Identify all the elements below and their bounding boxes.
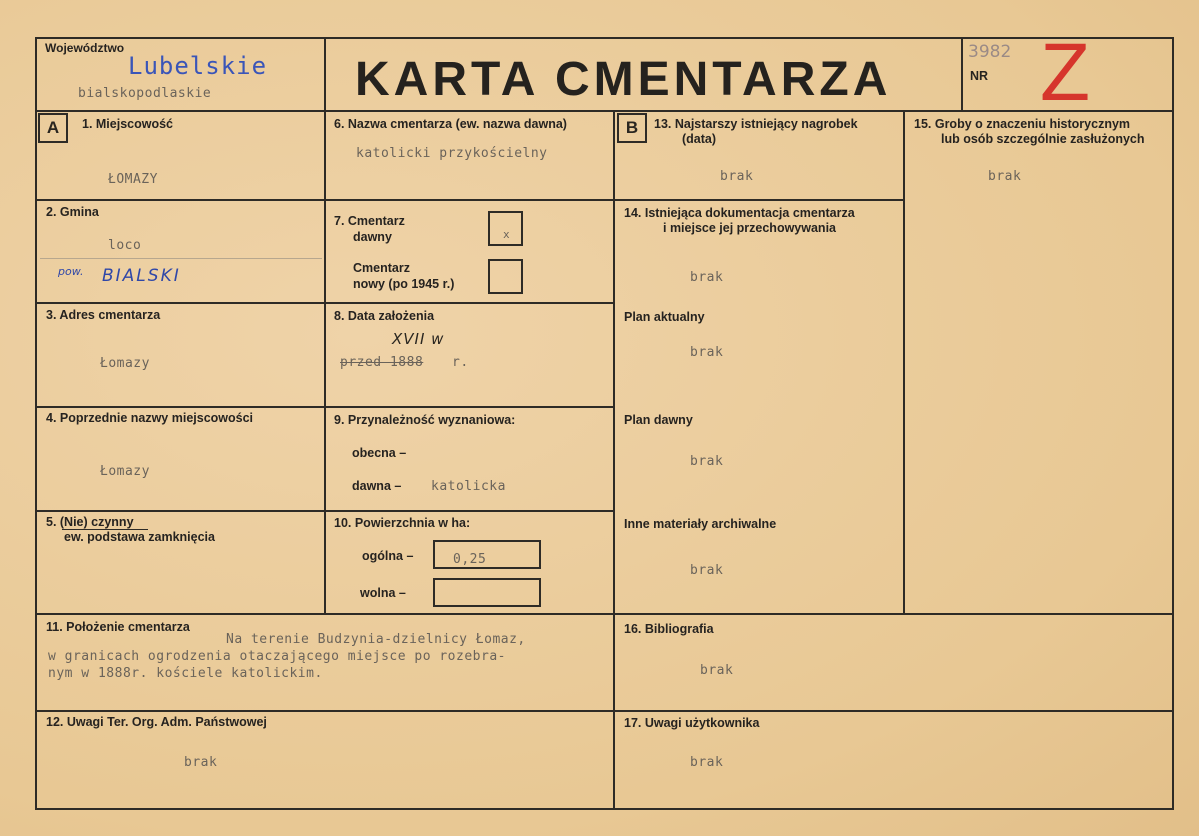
field-7-old-sub: dawny xyxy=(353,230,392,244)
field-17-label: 17. Uwagi użytkownika xyxy=(624,716,760,730)
field-10-label: 10. Powierzchnia w ha: xyxy=(334,516,471,530)
field-8-struck-value: przed 1888 xyxy=(340,355,424,370)
field-11-label: 11. Położenie cmentarza xyxy=(46,620,190,634)
field-15-sub-label: lub osób szczególnie zasłużonych xyxy=(941,132,1145,146)
field-10-free-box[interactable] xyxy=(433,578,541,607)
field-8-label: 8. Data założenia xyxy=(334,309,435,323)
field-12-label: 12. Uwagi Ter. Org. Adm. Państwowej xyxy=(46,715,267,729)
voivodeship-sub: bialskopodlaskie xyxy=(78,86,212,101)
field-3-label: 3. Adres cmentarza xyxy=(46,308,161,322)
header-divider-right xyxy=(961,37,963,110)
red-mark: Z xyxy=(1040,27,1091,118)
page-title: KARTA CMENTARZA xyxy=(355,53,892,106)
row-line-5 xyxy=(35,613,1173,615)
nr-handwritten: 3982 xyxy=(968,42,1012,62)
field-13-label: 13. Najstarszy istniejący nagrobek xyxy=(654,117,858,131)
field-13-value: brak xyxy=(720,169,754,184)
frame-left xyxy=(35,37,37,810)
row-line-3 xyxy=(35,406,615,408)
field-2-value: loco xyxy=(108,238,142,253)
frame-bottom xyxy=(35,808,1173,810)
field-2-hand-value: BIALSKI xyxy=(102,266,181,286)
field-13-sub-label: (data) xyxy=(682,132,717,146)
frame-top xyxy=(35,37,1173,39)
field-9-label: 9. Przynależność wyznaniowa: xyxy=(334,413,516,427)
field-11-line-3: nym w 1888r. kościele katolickim. xyxy=(48,666,323,681)
field-17-value: brak xyxy=(690,755,724,770)
field-9-current-label: obecna – xyxy=(352,446,407,460)
row-line-6 xyxy=(35,710,1173,712)
field-6-value: katolicki przykościelny xyxy=(356,146,548,161)
field-10-total-box[interactable] xyxy=(433,540,541,569)
field-7-new-sub: nowy (po 1945 r.) xyxy=(353,277,455,291)
section-a-box: A xyxy=(38,113,68,143)
field-7-old-mark: x xyxy=(503,228,511,241)
field-8-suffix: r. xyxy=(452,355,469,370)
field-3-value: Łomazy xyxy=(100,356,150,371)
row-line-b14 xyxy=(613,199,905,201)
field-2-label: 2. Gmina xyxy=(46,205,99,219)
field-1-label: 1. Miejscowość xyxy=(82,117,174,131)
field-1-value: ŁOMAZY xyxy=(108,172,158,187)
plan-old-label: Plan dawny xyxy=(624,413,693,427)
field-15-label: 15. Groby o znaczeniu historycznym xyxy=(914,117,1131,131)
field-14-sub-label: i miejsce jej przechowywania xyxy=(663,221,836,235)
field-12-value: brak xyxy=(184,755,218,770)
archives-label: Inne materiały archiwalne xyxy=(624,517,777,531)
frame-right xyxy=(1172,37,1174,810)
field-9-former-label: dawna – xyxy=(352,479,402,493)
field-16-label: 16. Bibliografia xyxy=(624,622,714,636)
field-9-former-value: katolicka xyxy=(431,479,506,494)
nr-label: NR xyxy=(970,69,989,83)
field-8-hand-value: XVII w xyxy=(392,330,445,348)
voivodeship-label: Województwo xyxy=(45,41,125,55)
field-4-value: Łomazy xyxy=(100,464,150,479)
field-5-sub-label: ew. podstawa zamknięcia xyxy=(64,530,215,544)
header-divider xyxy=(35,110,1173,112)
field-2-hand-prefix: pow. xyxy=(58,265,84,278)
col-divider-2 xyxy=(613,110,615,808)
field-10-total-label: ogólna – xyxy=(362,549,414,563)
field-7-old-label: 7. Cmentarz xyxy=(334,214,405,228)
field-10-total-value: 0,25 xyxy=(453,552,487,567)
plan-current-label: Plan aktualny xyxy=(624,310,705,324)
row-line-2 xyxy=(35,302,615,304)
field-5-label: 5. (Nie) czynny xyxy=(46,515,134,529)
plan-current-value: brak xyxy=(690,345,724,360)
archives-value: brak xyxy=(690,563,724,578)
field-16-value: brak xyxy=(700,663,734,678)
row-line-1 xyxy=(35,199,615,201)
field-10-free-label: wolna – xyxy=(360,586,406,600)
row-line-4 xyxy=(35,510,615,512)
col-divider-1 xyxy=(324,110,326,615)
field-11-line-2: w granicach ogrodzenia otaczającego miejsce po rozebra- xyxy=(48,649,506,664)
section-b-box: B xyxy=(617,113,647,143)
field-14-value: brak xyxy=(690,270,724,285)
field-11-line-1: Na terenie Budzynia-dzielnicy Łomaz, xyxy=(226,632,526,647)
header-divider-left xyxy=(324,37,326,110)
field-4-label: 4. Poprzednie nazwy miejscowości xyxy=(46,411,254,425)
field-14-label: 14. Istniejąca dokumentacja cmentarza xyxy=(624,206,855,220)
field-7-new-checkbox[interactable] xyxy=(488,259,523,294)
plan-old-value: brak xyxy=(690,454,724,469)
col-divider-3 xyxy=(903,110,905,615)
field-15-value: brak xyxy=(988,169,1022,184)
field-2-faint-rule xyxy=(40,258,322,259)
field-6-label: 6. Nazwa cmentarza (ew. nazwa dawna) xyxy=(334,117,567,131)
field-7-new-label: Cmentarz xyxy=(353,261,410,275)
voivodeship-stamp: Lubelskie xyxy=(128,52,268,80)
